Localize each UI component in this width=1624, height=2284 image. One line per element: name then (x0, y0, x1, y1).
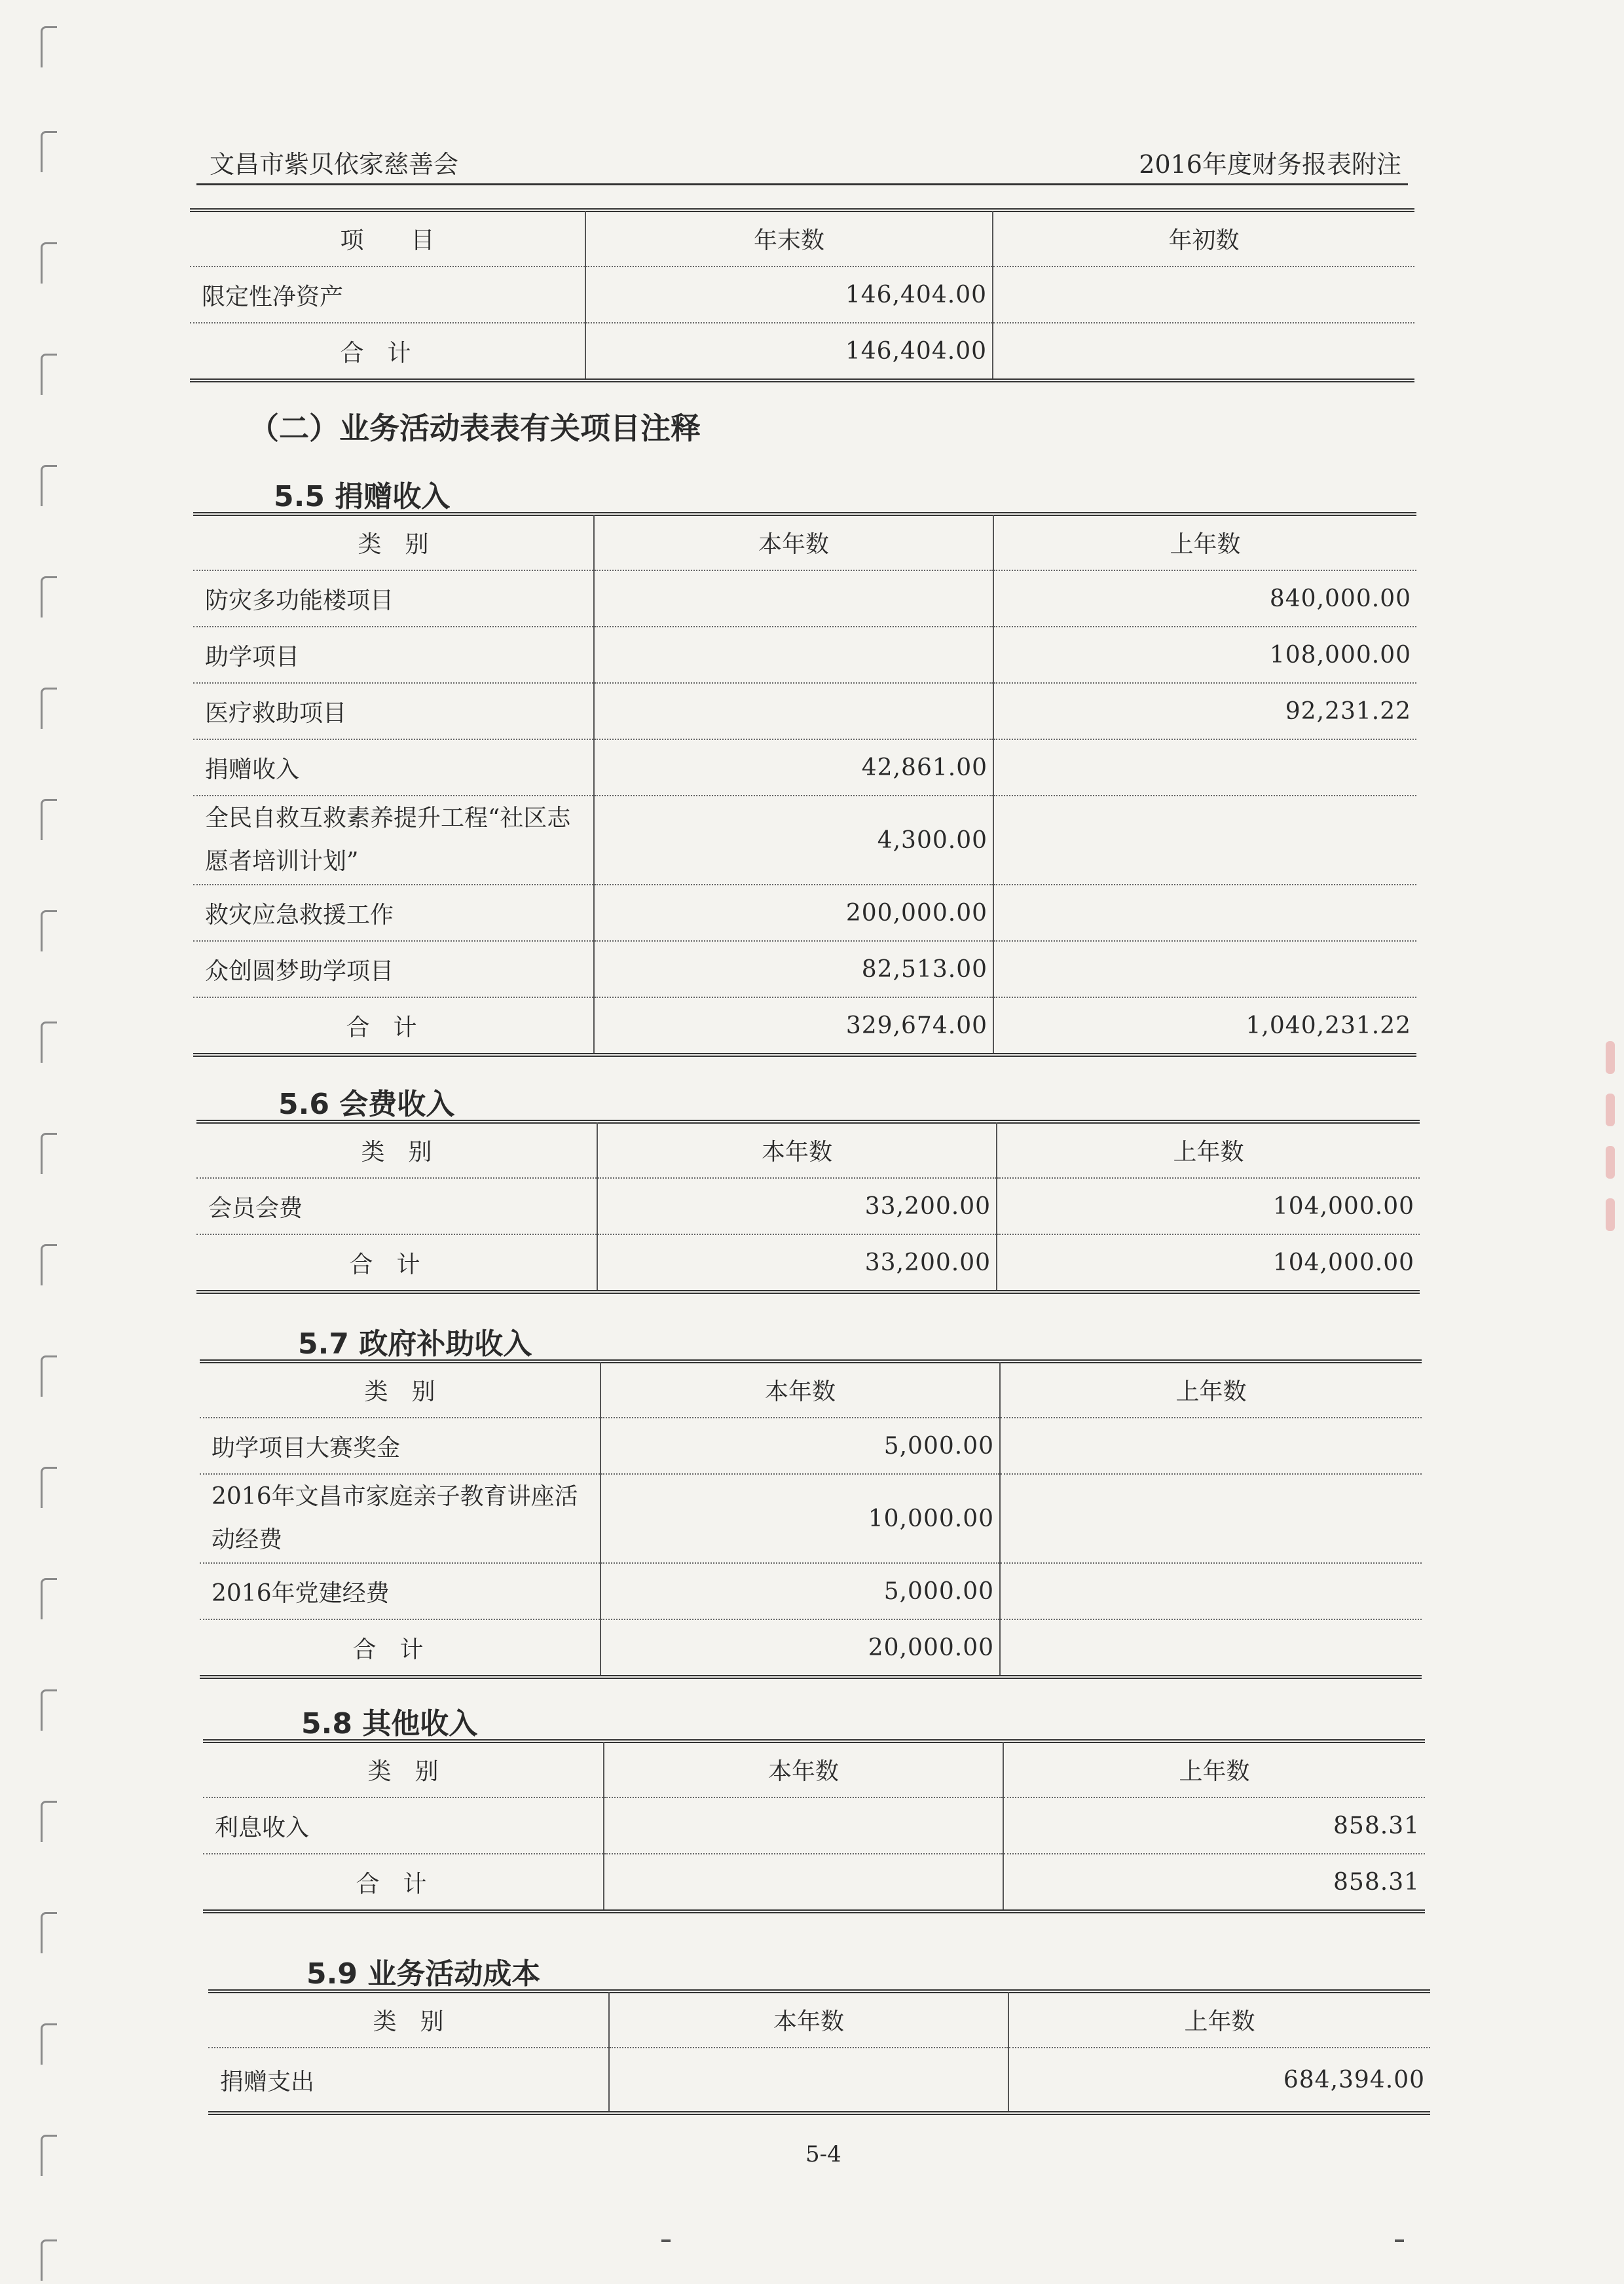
binder-hole (41, 2023, 57, 2065)
government-subsidy-table (200, 1362, 1422, 1679)
row-name: 会员会费 (196, 1178, 597, 1234)
binder-hole (41, 910, 57, 951)
report-title: 2016年度财务报表附注 (1139, 150, 1401, 179)
page-number: 5-4 (805, 2141, 841, 2167)
binder-hole (41, 1244, 57, 1285)
row-previous (1000, 1418, 1422, 1474)
row-current: 200,000.00 (594, 885, 993, 941)
binder-hole (41, 1578, 57, 1619)
row-end-value: 146,404.00 (585, 267, 993, 323)
binder-hole (41, 1689, 57, 1731)
table-row (190, 267, 1414, 323)
row-previous (993, 796, 1416, 885)
row-name: 2016年文昌市家庭亲子教育讲座活动经费 (200, 1474, 600, 1563)
row-name: 捐赠支出 (208, 2048, 609, 2113)
total-label: 合计 (200, 1619, 600, 1677)
table-row (196, 1178, 1420, 1234)
total-current (604, 1854, 1003, 1911)
row-name: 捐赠收入 (193, 739, 594, 796)
table-row (200, 1418, 1422, 1474)
total-current: 33,200.00 (597, 1234, 997, 1292)
row-current (594, 683, 993, 739)
subsection-title-5-5: 5.5 捐赠收入 (274, 480, 451, 513)
row-current (594, 627, 993, 683)
table-row (193, 739, 1416, 796)
table-row (200, 1563, 1422, 1619)
total-row (193, 997, 1416, 1055)
page-header (196, 139, 1408, 185)
table-row (193, 570, 1416, 627)
binder-hole (41, 465, 57, 506)
table-header-row (196, 1122, 1420, 1178)
donation-income-table (193, 515, 1416, 1057)
row-current (604, 1797, 1003, 1854)
col-header: 年初数 (993, 211, 1414, 267)
row-previous: 684,394.00 (1008, 2048, 1430, 2113)
table-row (193, 796, 1416, 885)
col-header: 类 别 (196, 1122, 597, 1178)
table-header-row (190, 211, 1414, 267)
row-name: 2016年党建经费 (200, 1563, 600, 1619)
col-header: 上年数 (997, 1122, 1420, 1178)
binder-hole (41, 1912, 57, 1953)
row-previous: 840,000.00 (993, 570, 1416, 627)
row-current: 42,861.00 (594, 739, 993, 796)
binder-hole (41, 688, 57, 729)
binder-holes (31, 0, 71, 2284)
seal-stamp-edge (1598, 1022, 1624, 1257)
row-name: 助学项目 (193, 627, 594, 683)
row-current (609, 2048, 1008, 2113)
scan-mark (1395, 2239, 1404, 2242)
row-begin-value (993, 267, 1414, 323)
col-header: 上年数 (1008, 1992, 1430, 2048)
total-label: 合计 (190, 323, 585, 380)
subsection-title-5-8: 5.8 其他收入 (301, 1707, 478, 1741)
table-row (200, 1474, 1422, 1563)
table-row (203, 1797, 1425, 1854)
row-previous (993, 885, 1416, 941)
row-current: 33,200.00 (597, 1178, 997, 1234)
col-header: 类 别 (208, 1992, 609, 2048)
total-current: 20,000.00 (600, 1619, 1000, 1677)
binder-hole (41, 799, 57, 840)
binder-hole (41, 1355, 57, 1397)
total-end-value: 146,404.00 (585, 323, 993, 380)
subsection-title-5-6: 5.6 会费收入 (278, 1088, 455, 1121)
row-previous: 104,000.00 (997, 1178, 1420, 1234)
row-previous: 108,000.00 (993, 627, 1416, 683)
col-header: 上年数 (1000, 1362, 1422, 1418)
row-previous (1000, 1563, 1422, 1619)
col-header: 本年数 (604, 1742, 1003, 1797)
subsection-title-5-9: 5.9 业务活动成本 (306, 1957, 541, 1991)
binder-hole (41, 354, 57, 395)
col-header: 本年数 (600, 1362, 1000, 1418)
row-current: 10,000.00 (600, 1474, 1000, 1563)
col-header: 本年数 (609, 1992, 1008, 2048)
binder-hole (41, 26, 57, 67)
binder-hole (41, 2135, 57, 2176)
col-header: 项 目 (190, 211, 585, 267)
row-current: 5,000.00 (600, 1563, 1000, 1619)
binder-hole (41, 1133, 57, 1174)
section-title: （二）业务活动表表有关项目注释 (249, 411, 701, 446)
table-row (193, 941, 1416, 997)
table-header-row (193, 515, 1416, 570)
row-name: 利息收入 (203, 1797, 604, 1854)
col-header: 类 别 (203, 1742, 604, 1797)
row-current: 82,513.00 (594, 941, 993, 997)
subsection-title-5-7: 5.7 政府补助收入 (298, 1327, 532, 1361)
total-label: 合计 (196, 1234, 597, 1292)
total-previous: 104,000.00 (997, 1234, 1420, 1292)
col-header: 本年数 (597, 1122, 997, 1178)
row-previous (993, 739, 1416, 796)
binder-hole (41, 1801, 57, 1842)
row-previous: 92,231.22 (993, 683, 1416, 739)
table-row (193, 683, 1416, 739)
total-label: 合计 (203, 1854, 604, 1911)
row-previous: 858.31 (1003, 1797, 1425, 1854)
business-cost-table (208, 1992, 1430, 2115)
row-name: 全民自救互救素养提升工程“社区志愿者培训计划” (193, 796, 594, 885)
binder-hole (41, 1022, 57, 1063)
row-name: 众创圆梦助学项目 (193, 941, 594, 997)
row-name: 救灾应急救援工作 (193, 885, 594, 941)
membership-fee-table (196, 1122, 1420, 1294)
total-previous: 858.31 (1003, 1854, 1425, 1911)
col-header: 上年数 (993, 515, 1416, 570)
total-row (200, 1619, 1422, 1677)
row-name: 助学项目大赛奖金 (200, 1418, 600, 1474)
col-header: 类 别 (200, 1362, 600, 1418)
table-row (193, 627, 1416, 683)
binder-hole (41, 131, 57, 172)
table-header-row (203, 1742, 1425, 1797)
other-income-table (203, 1742, 1425, 1913)
scan-mark (661, 2239, 671, 2242)
total-row (190, 323, 1414, 380)
col-header: 上年数 (1003, 1742, 1425, 1797)
total-row (203, 1854, 1425, 1911)
binder-hole (41, 1467, 57, 1508)
row-previous (993, 941, 1416, 997)
col-header: 本年数 (594, 515, 993, 570)
row-name: 医疗救助项目 (193, 683, 594, 739)
net-assets-table (190, 211, 1414, 382)
total-begin-value (993, 323, 1414, 380)
organization-name: 文昌市紫贝依家慈善会 (210, 150, 459, 179)
total-previous: 1,040,231.22 (993, 997, 1416, 1055)
table-row (208, 2048, 1430, 2113)
total-label: 合计 (193, 997, 594, 1055)
row-current: 5,000.00 (600, 1418, 1000, 1474)
row-previous (1000, 1474, 1422, 1563)
binder-hole (41, 2239, 57, 2281)
row-name: 防灾多功能楼项目 (193, 570, 594, 627)
total-current: 329,674.00 (594, 997, 993, 1055)
col-header: 年末数 (585, 211, 993, 267)
row-current (594, 570, 993, 627)
total-row (196, 1234, 1420, 1292)
total-previous (1000, 1619, 1422, 1677)
binder-hole (41, 242, 57, 284)
col-header: 类 别 (193, 515, 594, 570)
row-name: 限定性净资产 (190, 267, 585, 323)
binder-hole (41, 576, 57, 617)
table-header-row (208, 1992, 1430, 2048)
table-row (193, 885, 1416, 941)
row-current: 4,300.00 (594, 796, 993, 885)
table-header-row (200, 1362, 1422, 1418)
